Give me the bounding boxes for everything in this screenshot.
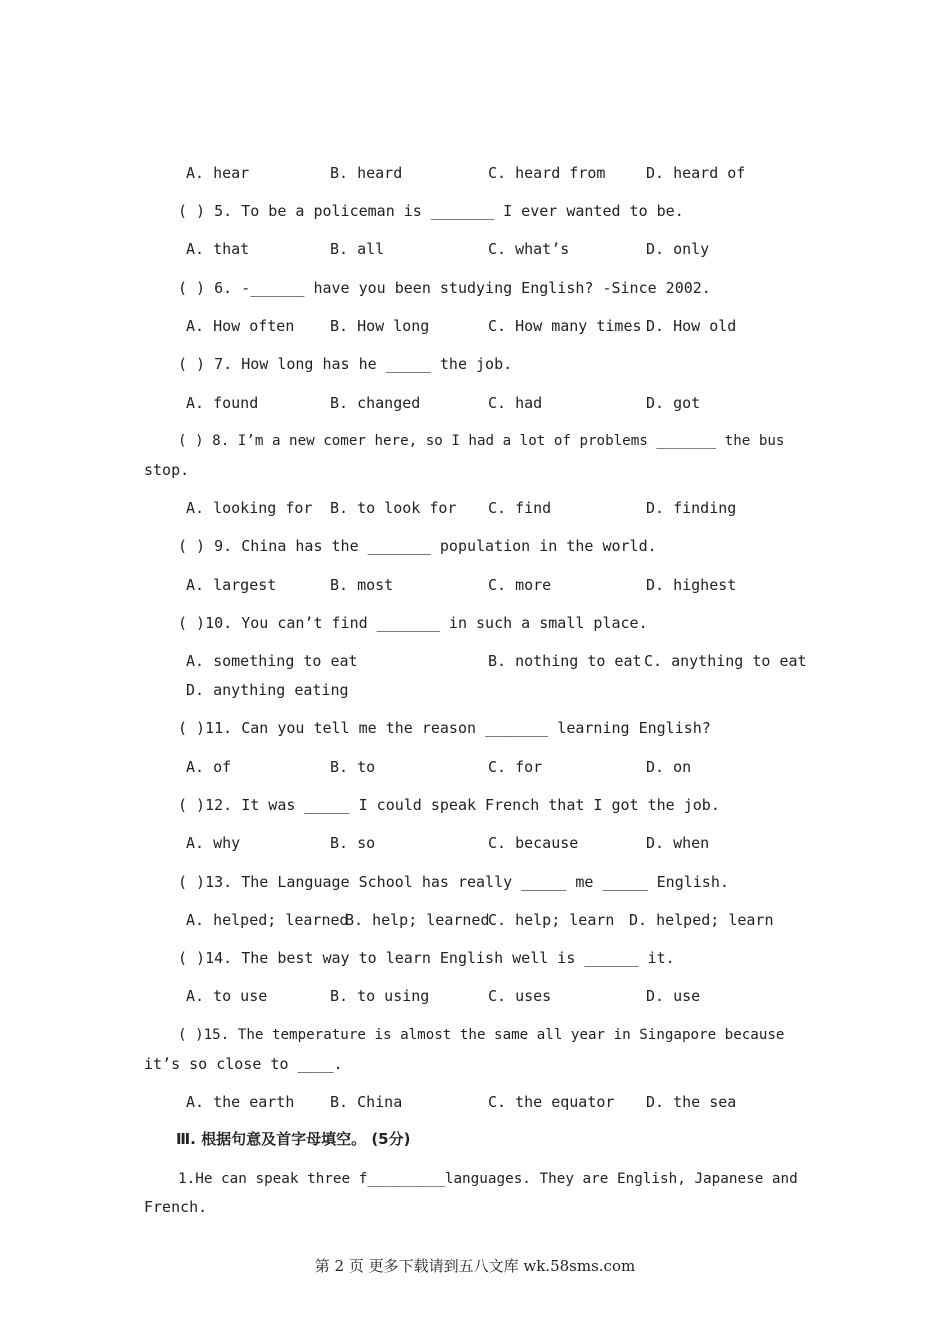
q5-option-d: D. only: [646, 240, 710, 258]
q5-option-c: C. what’s: [488, 240, 570, 258]
q4-option-a: A. hear: [186, 164, 250, 182]
q6-option-b: B. How long: [330, 317, 430, 335]
q11-option-d: D. on: [646, 758, 692, 776]
q12-stem: ( )12. It was _____ I could speak French that I got the job.: [178, 796, 720, 814]
q8-option-d: D. finding: [646, 499, 737, 517]
q14-option-c: C. uses: [488, 987, 552, 1005]
q7-option-d: D. got: [646, 394, 701, 412]
q15-option-d: D. the sea: [646, 1093, 737, 1111]
q4-option-c: C. heard from: [488, 164, 606, 182]
page-footer: 第 2 页 更多下载请到五八文库 wk.58sms.com: [314, 1257, 636, 1275]
q14-option-a: A. to use: [186, 987, 268, 1005]
q9-stem: ( ) 9. China has the _______ population in the world.: [178, 537, 657, 555]
q15-option-b: B. China: [330, 1093, 403, 1111]
q13-option-c: C. help; learn: [488, 911, 615, 929]
q12-option-c: C. because: [488, 834, 579, 852]
section3-item1-line2: French.: [144, 1198, 208, 1216]
q12-option-a: A. why: [186, 834, 241, 852]
q11-option-b: B. to: [330, 758, 376, 776]
q7-option-b: B. changed: [330, 394, 421, 412]
q6-option-c: C. How many times: [488, 317, 642, 335]
q15-stem-line2: it’s so close to ____.: [144, 1055, 343, 1073]
q11-option-a: A. of: [186, 758, 232, 776]
q8-stem-line1: ( ) 8. I’m a new comer here, so I had a lot of problems _______ the bus: [178, 433, 785, 449]
q5-option-b: B. all: [330, 240, 385, 258]
q8-option-b: B. to look for: [330, 499, 457, 517]
q14-option-d: D. use: [646, 987, 701, 1005]
q14-option-b: B. to using: [330, 987, 430, 1005]
section3-heading: Ⅲ. 根据句意及首字母填空。 (5分): [176, 1130, 411, 1148]
section3-item1-line1: 1.He can speak three f_________languages. They are English, Japanese and: [178, 1171, 798, 1187]
q11-option-c: C. for: [488, 758, 543, 776]
q9-option-d: D. highest: [646, 576, 737, 594]
q9-option-b: B. most: [330, 576, 394, 594]
q10-option-b: B. nothing to eat: [488, 652, 642, 670]
q10-stem: ( )10. You can’t find _______ in such a small place.: [178, 614, 648, 632]
q7-stem: ( ) 7. How long has he _____ the job.: [178, 355, 513, 373]
q10-option-d: D. anything eating: [186, 681, 349, 699]
q9-option-c: C. more: [488, 576, 552, 594]
q8-option-c: C. find: [488, 499, 552, 517]
q4-option-d: D. heard of: [646, 164, 746, 182]
q11-stem: ( )11. Can you tell me the reason _______ learning English?: [178, 719, 711, 737]
q4-option-b: B. heard: [330, 164, 403, 182]
q10-option-c: C. anything to eat: [644, 652, 807, 670]
q14-stem: ( )14. The best way to learn English well is ______ it.: [178, 949, 675, 967]
q10-option-a: A. something to eat: [186, 652, 358, 670]
q15-option-c: C. the equator: [488, 1093, 615, 1111]
q13-stem: ( )13. The Language School has really _____ me _____ English.: [178, 873, 729, 891]
q15-option-a: A. the earth: [186, 1093, 295, 1111]
q12-option-b: B. so: [330, 834, 376, 852]
q7-option-c: C. had: [488, 394, 543, 412]
q13-option-a: A. helped; learned: [186, 911, 349, 929]
q15-stem-line1: ( )15. The temperature is almost the same all year in Singapore because: [178, 1027, 785, 1043]
q8-stem-line2: stop.: [144, 461, 190, 479]
q6-option-d: D. How old: [646, 317, 737, 335]
q12-option-d: D. when: [646, 834, 710, 852]
q13-option-b: B. help; learned: [345, 911, 490, 929]
q9-option-a: A. largest: [186, 576, 277, 594]
q8-option-a: A. looking for: [186, 499, 313, 517]
q6-option-a: A. How often: [186, 317, 295, 335]
q13-option-d: D. helped; learn: [629, 911, 774, 929]
q6-stem: ( ) 6. -______ have you been studying English? -Since 2002.: [178, 279, 711, 297]
q7-option-a: A. found: [186, 394, 259, 412]
q5-option-a: A. that: [186, 240, 250, 258]
q5-stem: ( ) 5. To be a policeman is _______ I ever wanted to be.: [178, 202, 684, 220]
